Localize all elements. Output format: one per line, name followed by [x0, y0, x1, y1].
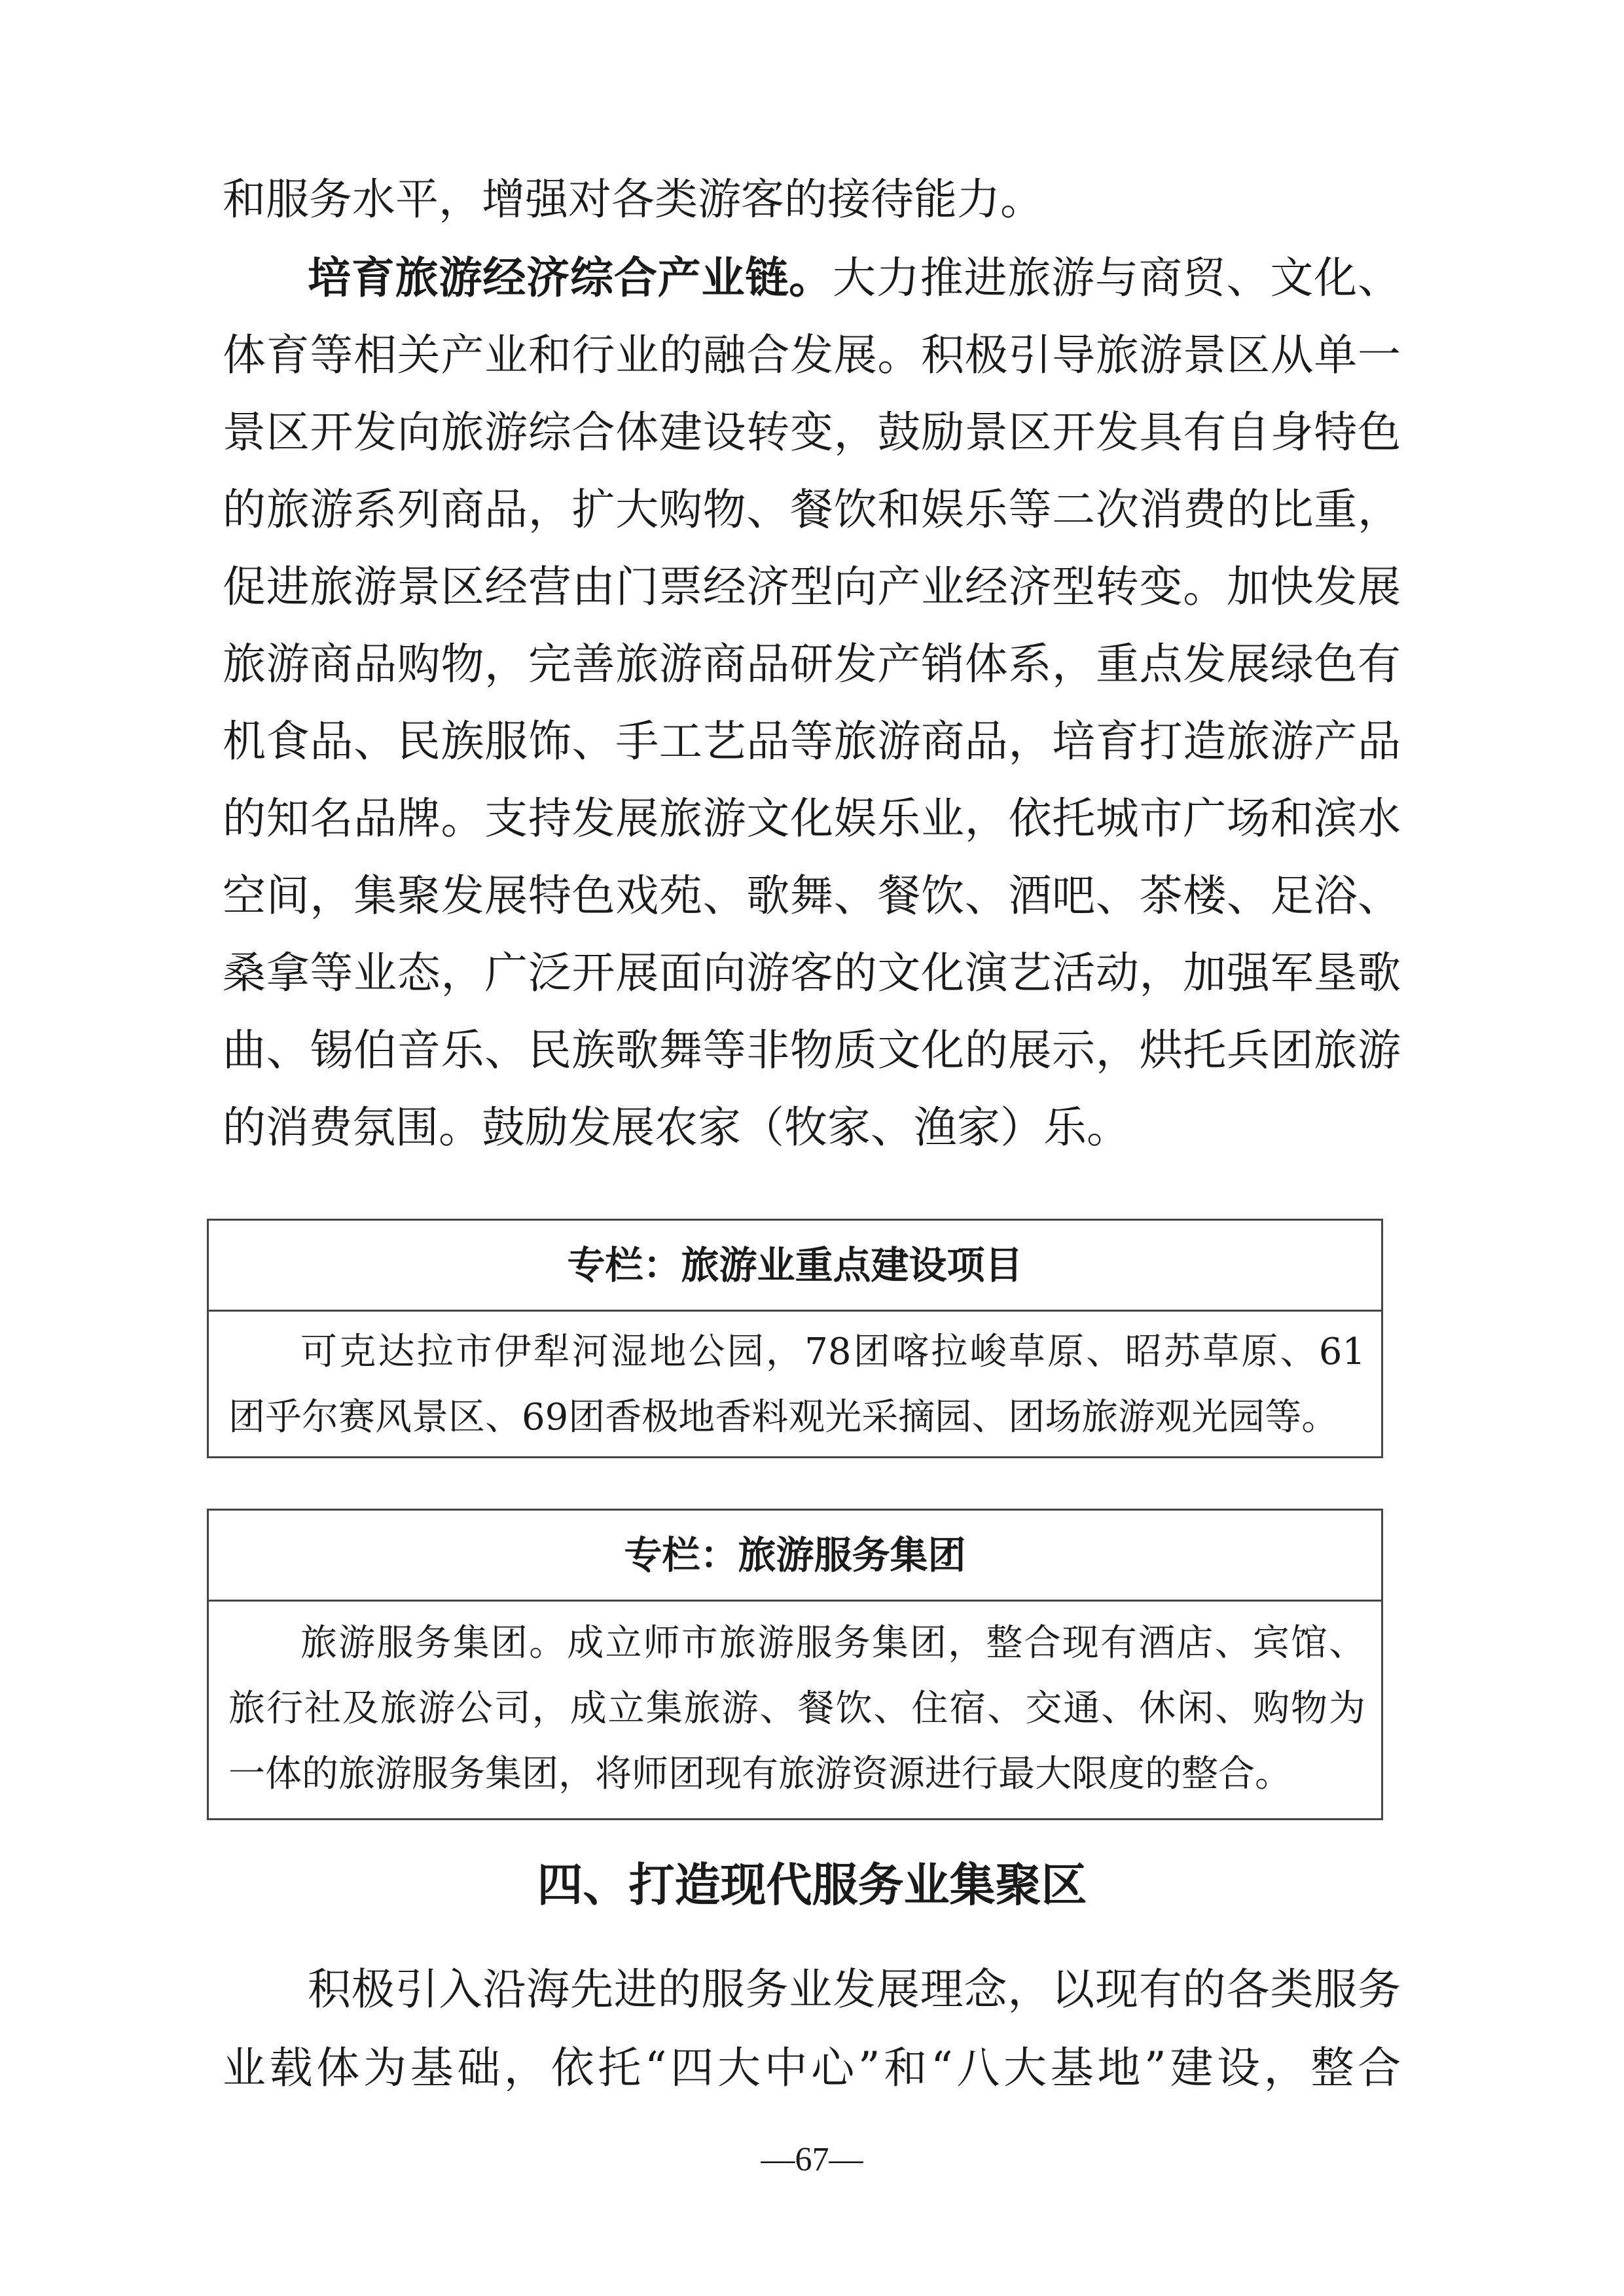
section-line-1: 积极引入沿海先进的服务业发展理念，以现有的各类服务 — [308, 1964, 1401, 2015]
box-line-3: 一体的旅游服务集团，将师团现有旅游资源进行最大限度的整合。 — [228, 1753, 1291, 1795]
body-line-1: 和服务水平，增强对各类游客的接待能力。 — [223, 174, 1043, 224]
body-line-2-text: 大力推进旅游与商贸、文化、 — [833, 253, 1401, 303]
section-line-2: 业载体为基础，依托“四大中心”和“八大基地”建设，整合 — [223, 2043, 1401, 2093]
box-title: 专栏：旅游服务集团 — [209, 1511, 1381, 1602]
body-line-13: 的消费氛围。鼓励发展农家（牧家、渔家）乐。 — [223, 1102, 1130, 1153]
body-line-11: 桑拿等业态，广泛开展面向游客的文化演艺活动，加强军垦歌 — [223, 948, 1401, 998]
box-line-2: 团乎尔赛风景区、69团香极地香料观光采摘园、团场旅游观光园等。 — [228, 1396, 1339, 1439]
feature-box-tourism-projects — [207, 1219, 1383, 1458]
paragraph-lead-bold: 培育旅游经济综合产业链。 — [308, 253, 833, 303]
body-line-5: 的旅游系列商品，扩大购物、餐饮和娱乐等二次消费的比重， — [223, 484, 1401, 535]
box-line-1: 可克达拉市伊犁河湿地公园，78团喀拉峻草原、昭苏草原、61 — [300, 1331, 1365, 1373]
body-line-4: 景区开发向旅游综合体建设转变，鼓励景区开发具有自身特色 — [223, 407, 1401, 457]
body-line-12: 曲、锡伯音乐、民族歌舞等非物质文化的展示，烘托兵团旅游 — [223, 1025, 1401, 1075]
body-line-7: 旅游商品购物，完善旅游商品研发产销体系，重点发展绿色有 — [223, 639, 1401, 689]
section-heading: 四、打造现代服务业集聚区 — [537, 1858, 1087, 1912]
body-line-8: 机食品、民族服饰、手工艺品等旅游商品，培育打造旅游产品 — [223, 716, 1401, 766]
box-line-1: 旅游服务集团。成立师市旅游服务集团，整合现有酒店、宾馆、 — [300, 1622, 1365, 1664]
body-line-6: 促进旅游景区经营由门票经济型向产业经济型转变。加快发展 — [223, 562, 1401, 612]
body-line-3: 体育等相关产业和行业的融合发展。积极引导旅游景区从单一 — [223, 330, 1401, 380]
body-line-2 — [308, 242, 1401, 314]
box-line-2: 旅行社及旅游公司，成立集旅游、餐饮、住宿、交通、休闲、购物为 — [228, 1687, 1365, 1730]
box-title: 专栏：旅游业重点建设项目 — [209, 1221, 1381, 1312]
feature-box-tourism-service-group — [207, 1509, 1383, 1820]
page-number: —67— — [761, 2141, 863, 2178]
body-line-10: 空间，集聚发展特色戏苑、歌舞、餐饮、酒吧、茶楼、足浴、 — [223, 870, 1401, 921]
body-line-9: 的知名品牌。支持发展旅游文化娱乐业，依托城市广场和滨水 — [223, 793, 1401, 844]
